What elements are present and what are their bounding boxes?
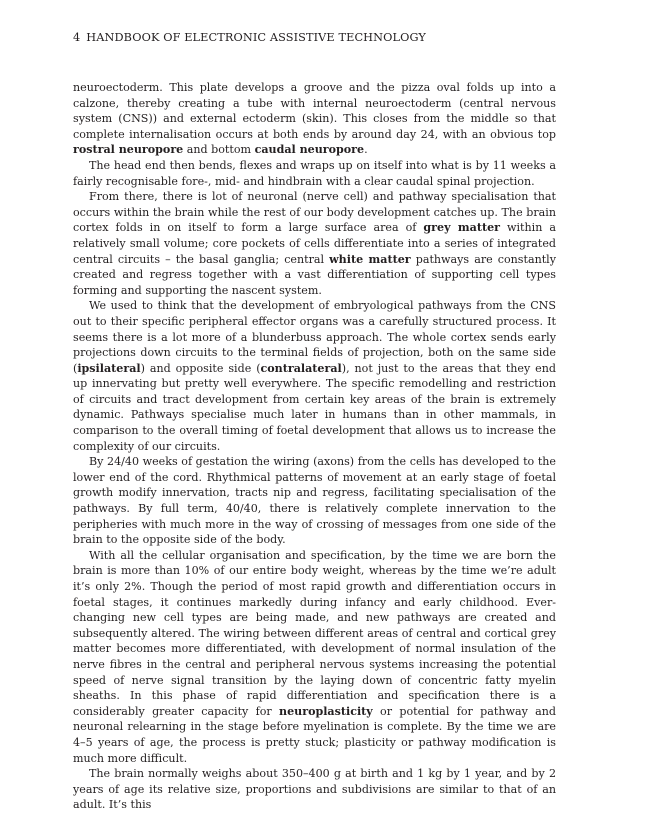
paragraph <box>73 298 556 454</box>
paragraph <box>73 158 556 189</box>
paragraph <box>73 766 556 813</box>
text-run: With all the cellular organisation and specification, by the time we are born the brain is more than 10% of our entire body weight, whereas by the time we’re adult it’s only 2%. Though the period of most rapid growth and differentiation occurs in foetal stages, it continues markedly during infancy and early childhood. Ever-changing new cell types are being made, and new pathways are created and subsequently altered. The wiring between different areas of central and cortical grey matter becomes more differentiated, with development of normal insulation of the nerve fibres in the central and peripheral nervous systems increasing the potential speed of nerve signal transition by the laying down of concentric fatty myelin sheaths. In this phase of rapid differentiation and specification there is a considerably greater capacity for <box>73 548 556 718</box>
paragraph <box>73 454 556 548</box>
bold-term: rostral neuropore <box>73 143 184 157</box>
body-text <box>73 80 556 813</box>
running-header <box>73 28 556 48</box>
bold-term: white matter <box>329 252 411 266</box>
paragraph <box>73 548 556 766</box>
bold-term: caudal neuropore <box>254 143 365 157</box>
text-run: The brain normally weighs about 350–400 g at birth and 1 kg by 1 year, and by 2 years of age its relative size, proportions and subdivisions are similar to that of an adult. It’s this <box>73 767 556 812</box>
text-run: neuroectoderm. This plate develops a groove and the pizza oval folds up into a calzone, thereby creating a tube with internal neuroectoderm (central nervous system (CNS)) and external ectoderm (skin). This closes from the middle so that complete internalisation occurs at both ends by around day 24, with an obvious top <box>73 81 556 141</box>
text-run: ) and opposite side ( <box>140 361 261 375</box>
bold-term: neuroplasticity <box>279 704 373 718</box>
text-run: or potential for pathway and neuronal relearning in the stage before myelination is complete. By the time we are 4–5 years of age, the process is pretty stuck; plasticity or pathway modification is much more difficult. <box>73 704 557 765</box>
paragraph <box>73 189 556 298</box>
text-run: ), not just to the areas that they end up innervating but pretty well everywhere. The specific remodelling and restriction of circuits and tract development from certain key areas of the brain is extremely dynamic. Pathways specialise much later in humans than in other mammals, in comparison to the overall timing of foetal development that allows us to increase the complexity of our circuits. <box>73 361 556 453</box>
running-title: HANDBOOK OF ELECTRONIC ASSISTIVE TECHNOLOGY <box>86 31 426 44</box>
book-page <box>73 28 556 813</box>
text-run: . <box>364 143 368 157</box>
text-run: within a relatively small volume; core pockets of cells differentiate into a series of integrated central circuits – the basal ganglia; central <box>73 221 556 266</box>
page-number: 4 <box>73 31 81 44</box>
text-run: The head end then bends, flexes and wraps up on itself into what is by 11 weeks a fairly recognisable fore-, mid- and hindbrain with a clear caudal spinal projection. <box>73 158 556 188</box>
text-run: By 24/40 weeks of gestation the wiring (axons) from the cells has developed to the lower end of the cord. Rhythmical patterns of movement at an early stage of foetal growth modify innervation, tracts nip and regress, facilitating specialisation of the pathways. By full term, 40/40, there is relatively complete innervation to the peripheries with much more in the way of crossing of messages from one side of the brain to the opposite side of the body. <box>73 455 556 547</box>
bold-term: ipsilateral <box>77 361 141 375</box>
bold-term: grey matter <box>423 221 500 235</box>
text-run: pathways are constantly created and regress together with a vast differentiation of supporting cell types forming and supporting the nascent system. <box>73 252 556 297</box>
text-run: From there, there is lot of neuronal (nerve cell) and pathway specialisation that occurs within the brain while the rest of our body development catches up. The brain cortex folds in on itself to form a large surface area of <box>73 190 556 235</box>
bold-term: contralateral <box>260 361 342 375</box>
text-run: and bottom <box>183 143 255 157</box>
text-run: We used to think that the development of embryological pathways from the CNS out to their specific peripheral effector organs was a carefully structured process. It seems there is a lot more of a blunderbuss approach. The whole cortex sends early projections down circuits to the terminal fields of projection, both on the same side ( <box>73 299 556 375</box>
paragraph <box>73 80 556 158</box>
